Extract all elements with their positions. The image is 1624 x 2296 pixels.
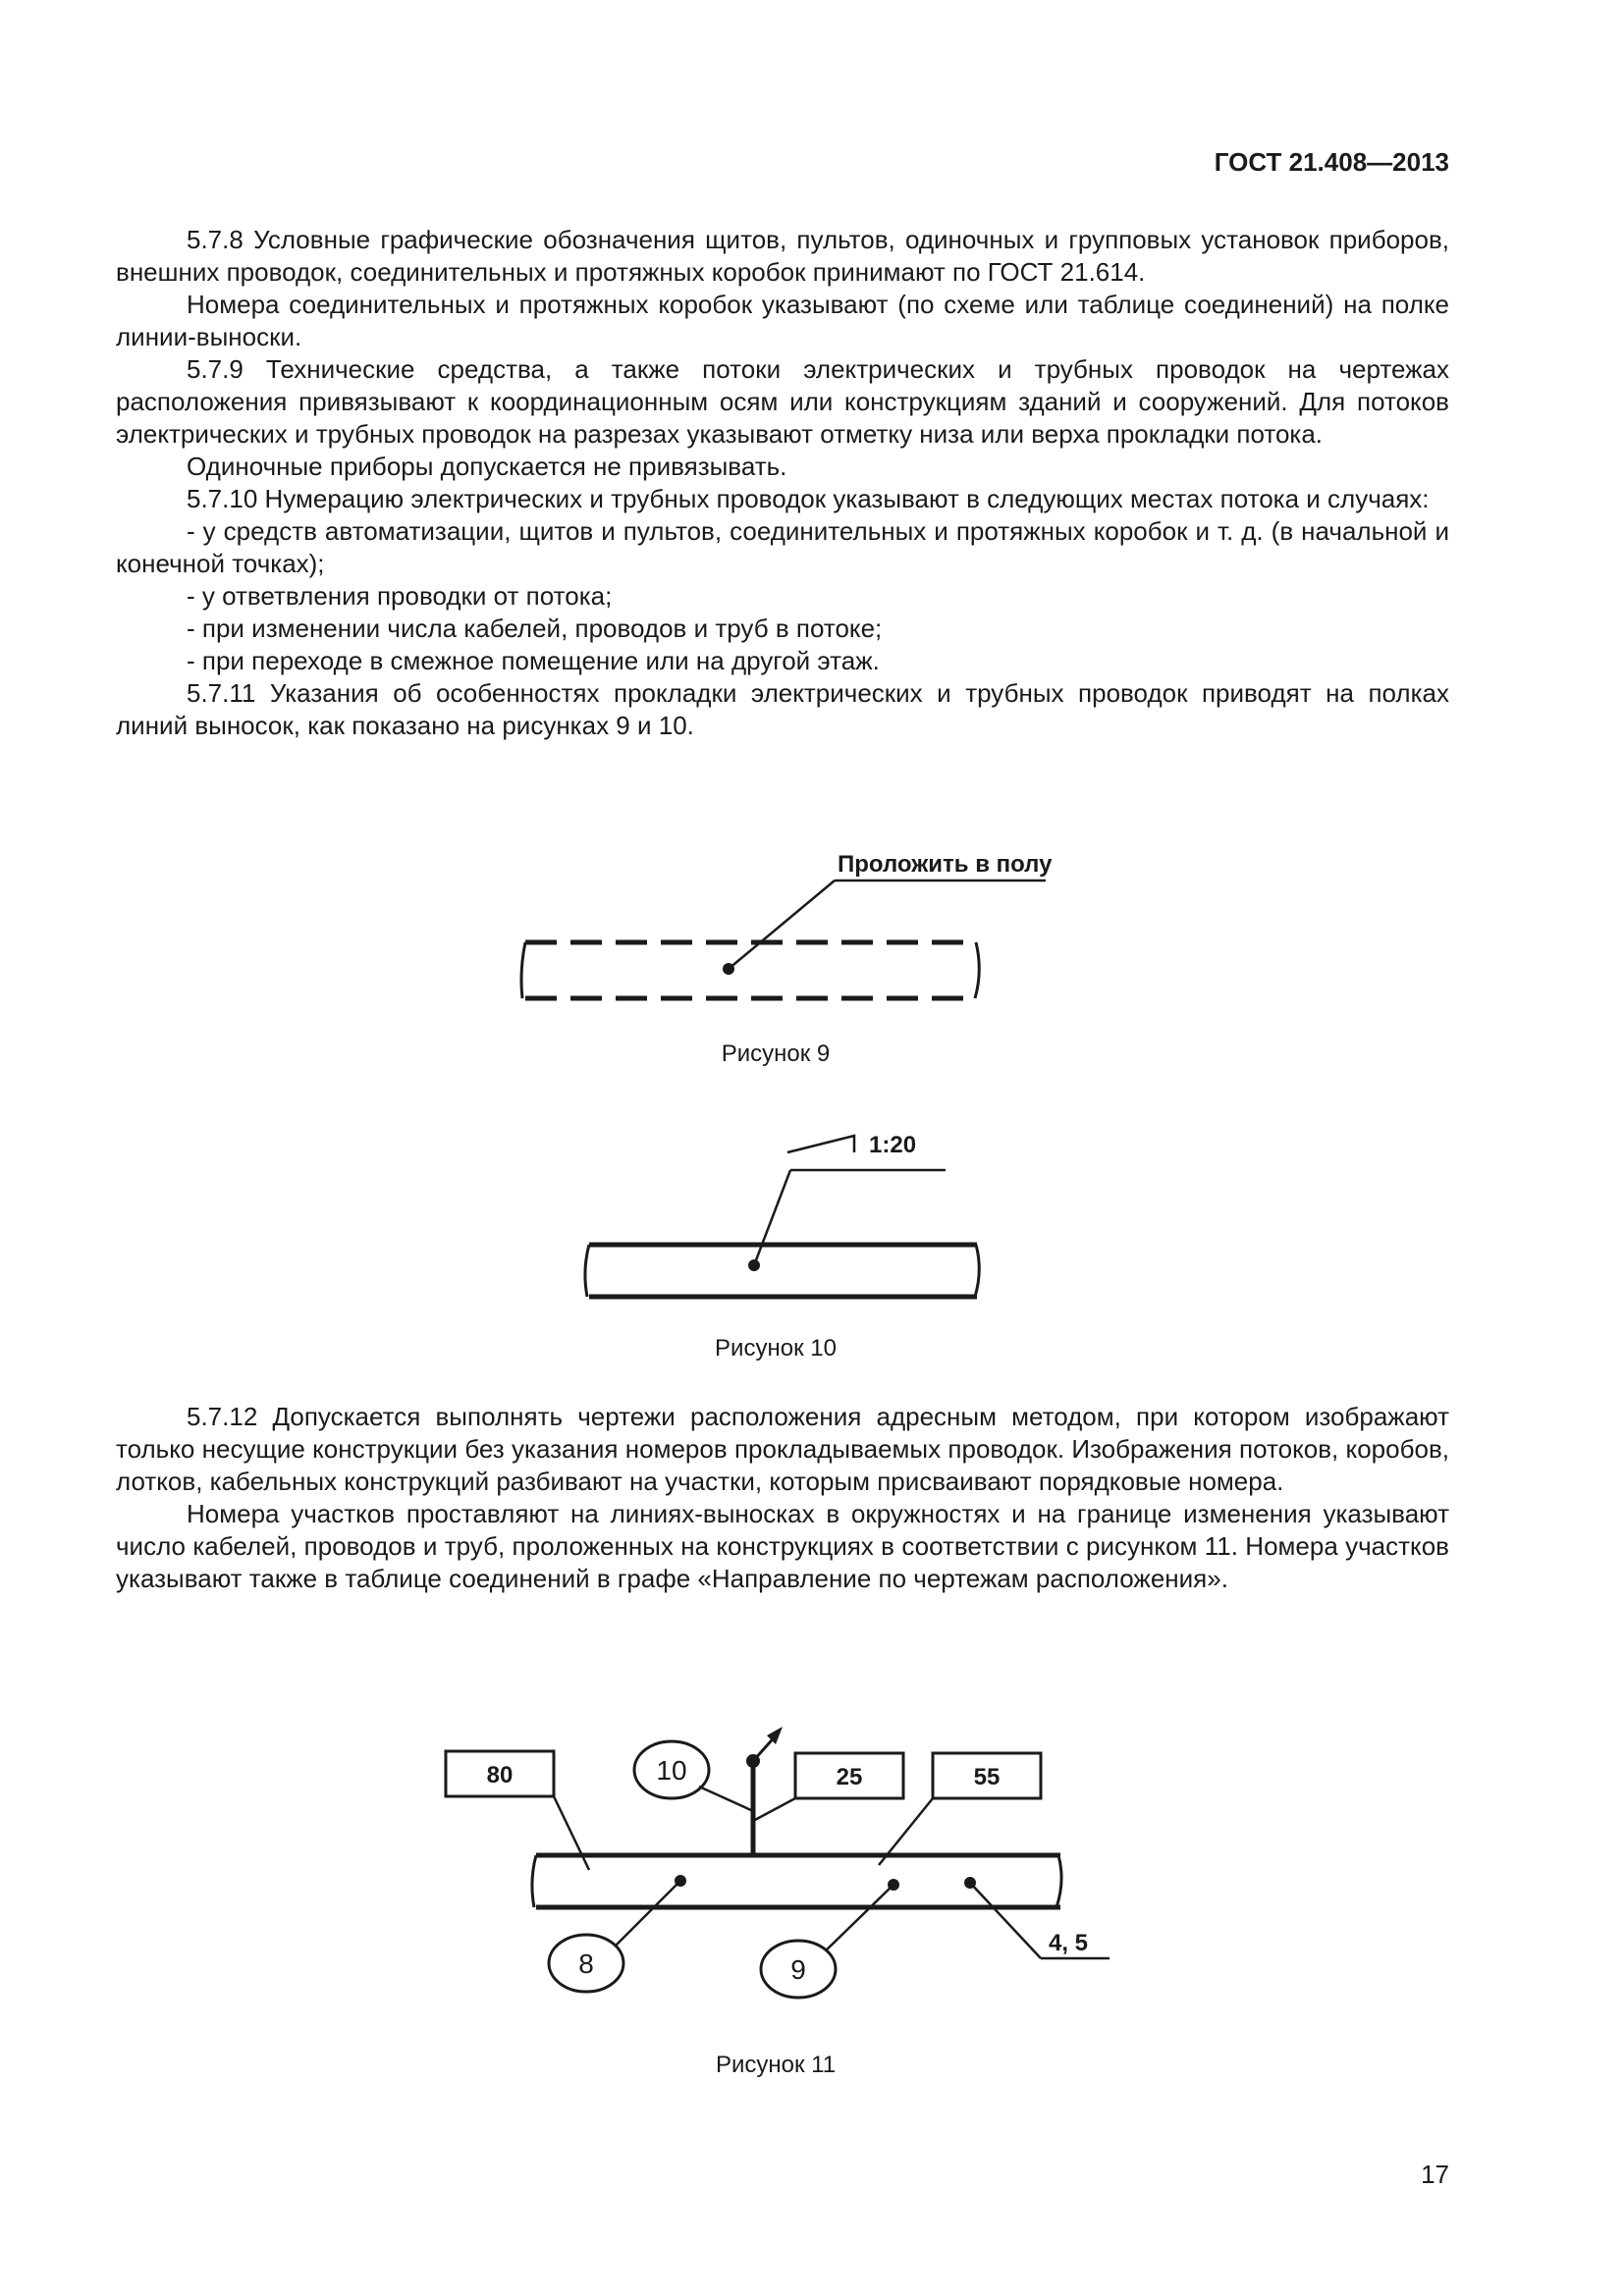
circle-9-label: 9 <box>790 1954 806 1985</box>
leader-circle-8 <box>615 1881 680 1947</box>
box-80-label: 80 <box>486 1762 514 1789</box>
figure-10-caption: Рисунок 10 <box>715 1335 837 1362</box>
box-25-label: 25 <box>836 1764 863 1790</box>
break-line-left <box>521 942 525 998</box>
break-line-right <box>975 942 979 998</box>
list-item: - у ответвления проводки от потока; <box>187 581 613 611</box>
text-block-1 <box>116 224 1449 742</box>
paragraph-5-7-11: 5.7.11 Указания об особенностях прокладки электрических и трубных проводок приводят на полках линий выносок, как показано на рисунках 9 и 10. <box>116 678 1449 740</box>
leader-line <box>729 881 835 969</box>
figure-10 <box>569 1119 992 1310</box>
figure-9 <box>511 839 1060 1011</box>
figure-11-drawing <box>432 1718 1139 2002</box>
leader-45 <box>970 1883 1041 1958</box>
figure-11-caption: Рисунок 11 <box>715 2052 837 2078</box>
figure-9-drawing <box>511 839 1060 1011</box>
slope-symbol <box>787 1136 854 1152</box>
paragraph-5-7-10: 5.7.10 Нумерацию электрических и трубных проводок указывают в следующих местах потока и случаях: <box>187 484 1430 513</box>
paragraph-single-devices: Одиночные приборы допускается не привязывать. <box>187 452 787 481</box>
list-item: - при переходе в смежное помещение или на другой этаж. <box>187 646 880 675</box>
break-line-left <box>532 1855 536 1907</box>
box-55-label: 55 <box>973 1764 1001 1790</box>
slope-label: 1:20 <box>869 1132 917 1158</box>
document-header: ГОСТ 21.408—2013 <box>1214 147 1449 177</box>
leader-label: Проложить в полу <box>838 851 1053 878</box>
break-line-right <box>1056 1855 1061 1907</box>
circle-10-label: 10 <box>656 1755 687 1786</box>
paragraph-5-7-12: 5.7.12 Допускается выполнять чертежи расположения адресным методом, при котором изображают только несущие конструкции без указания номеров прокладываемых проводок. Изображения потоков, коробов, лотков, кабельных конструкций разбивают на участки, которым присваивают порядковые номера. <box>116 1402 1449 1496</box>
paragraph-box-numbers: Номера соединительных и протяжных коробок указывают (по схеме или таблице соединений) на полке линии-выноски. <box>116 290 1449 351</box>
leader-line <box>754 1170 790 1265</box>
figure-11 <box>432 1718 1139 2002</box>
leader-circle-9 <box>823 1885 893 1953</box>
page-number: 17 <box>1421 2160 1449 2189</box>
paragraph-section-numbers: Номера участков проставляют на линиях-выносках в окружностях и на границе изменения указывают число кабелей, проводов и труб, проложенных на конструкциях в соответствии с рисунком 11. Номера участков указывают также в таблице соединений в графе «Направление по чертежам расположения». <box>116 1499 1449 1593</box>
text-block-2 <box>116 1401 1449 1595</box>
break-line-left <box>585 1245 589 1297</box>
paragraph-5-7-9: 5.7.9 Технические средства, а также потоки электрических и трубных проводок на чертежах расположения привязывают к координационным осям или конструкциям зданий и сооружений. Для потоков электрических и трубных проводок на разрезах указывают отметку низа или верха прокладки потока. <box>116 354 1449 449</box>
break-line-right <box>975 1245 979 1297</box>
list-item: - при изменении числа кабелей, проводов и труб в потоке; <box>187 614 883 643</box>
figure-10-drawing <box>569 1119 992 1310</box>
leader-box-25 <box>753 1798 795 1821</box>
list-item: - у средств автоматизации, щитов и пультов, соединительных и протяжных коробок и т. д. (в начальной и конечной точках); <box>116 516 1449 578</box>
paragraph-5-7-8: 5.7.8 Условные графические обозначения щитов, пультов, одиночных и групповых установок приборов, внешних проводок, соединительных и протяжных коробок принимают по ГОСТ 21.614. <box>116 225 1449 287</box>
figure-9-caption: Рисунок 9 <box>721 1041 831 1067</box>
label-45: 4, 5 <box>1049 1930 1089 1956</box>
circle-8-label: 8 <box>578 1949 594 1979</box>
leader-box-80 <box>554 1796 589 1870</box>
leader-circle-10 <box>699 1787 753 1811</box>
